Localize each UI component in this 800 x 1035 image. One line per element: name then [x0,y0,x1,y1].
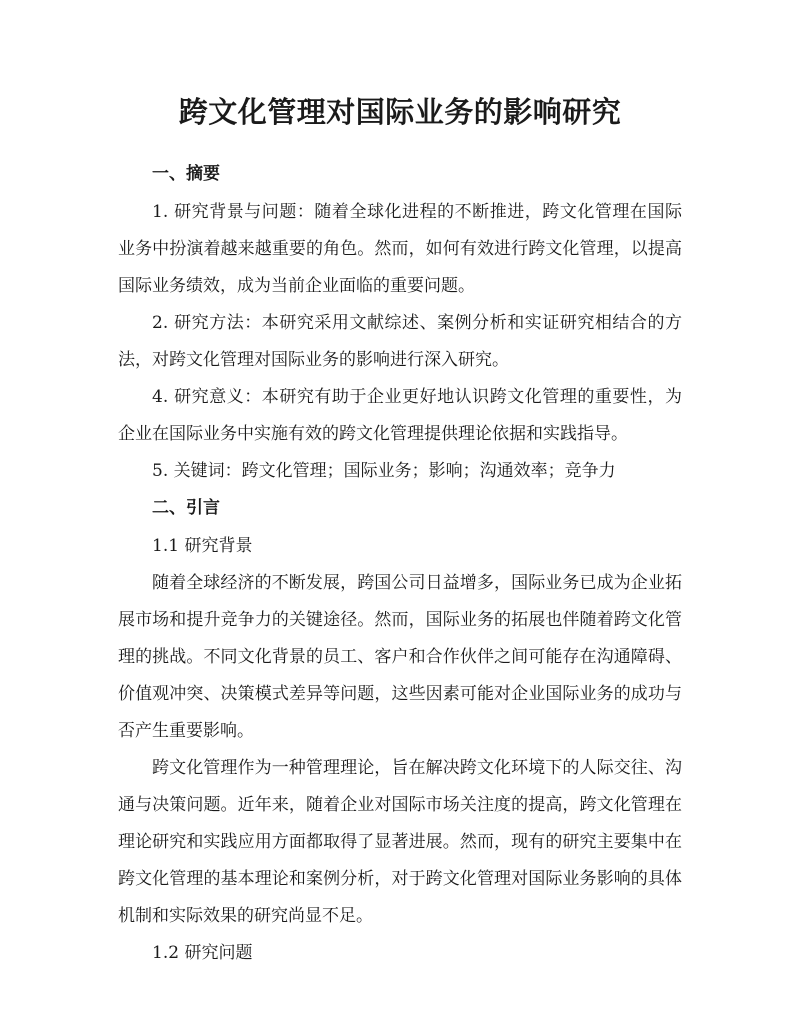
document-title: 跨文化管理对国际业务的影响研究 [178,95,622,129]
subsection-heading-background: 1.1 研究背景 [152,536,253,556]
abstract-paragraph-significance: 4. 研究意义：本研究有助于企业更好地认识跨文化管理的重要性，为企业在国际业务中实施有效的跨文化管理提供理论依据和实践指导。 [118,387,682,444]
intro-paragraph-2: 跨文化管理作为一种管理理论，旨在解决跨文化环境下的人际交往、沟通与决策问题。近年来，随着企业对国际市场关注度的提高，跨文化管理在理论研究和实践应用方面都取得了显著进展。然而，现有的研究主要集中在跨文化管理的基本理论和案例分析，对于跨文化管理对国际业务影响的具体机制和实际效果的研究尚显不足。 [118,758,682,926]
section-heading-introduction: 二、引言 [152,498,220,518]
abstract-paragraph-method: 2. 研究方法：本研究采用文献综述、案例分析和实证研究相结合的方法，对跨文化管理对国际业务的影响进行深入研究。 [118,313,682,370]
section-heading-abstract: 一、摘要 [152,164,220,184]
intro-paragraph-1: 随着全球经济的不断发展，跨国公司日益增多，国际业务已成为企业拓展市场和提升竞争力的关键途径。然而，国际业务的拓展也伴随着跨文化管理的挑战。不同文化背景的员工、客户和合作伙伴之间可能存在沟通障碍、价值观冲突、决策模式差异等问题，这些因素可能对企业国际业务的成功与否产生重要影响。 [118,573,682,741]
abstract-paragraph-keywords: 5. 关键词：跨文化管理；国际业务；影响；沟通效率；竞争力 [152,461,616,481]
subsection-heading-research-question: 1.2 研究问题 [152,943,253,963]
abstract-paragraph-background: 1. 研究背景与问题：随着全球化进程的不断推进，跨文化管理在国际业务中扮演着越来越重要的角色。然而，如何有效进行跨文化管理，以提高国际业务绩效，成为当前企业面临的重要问题。 [118,202,682,296]
